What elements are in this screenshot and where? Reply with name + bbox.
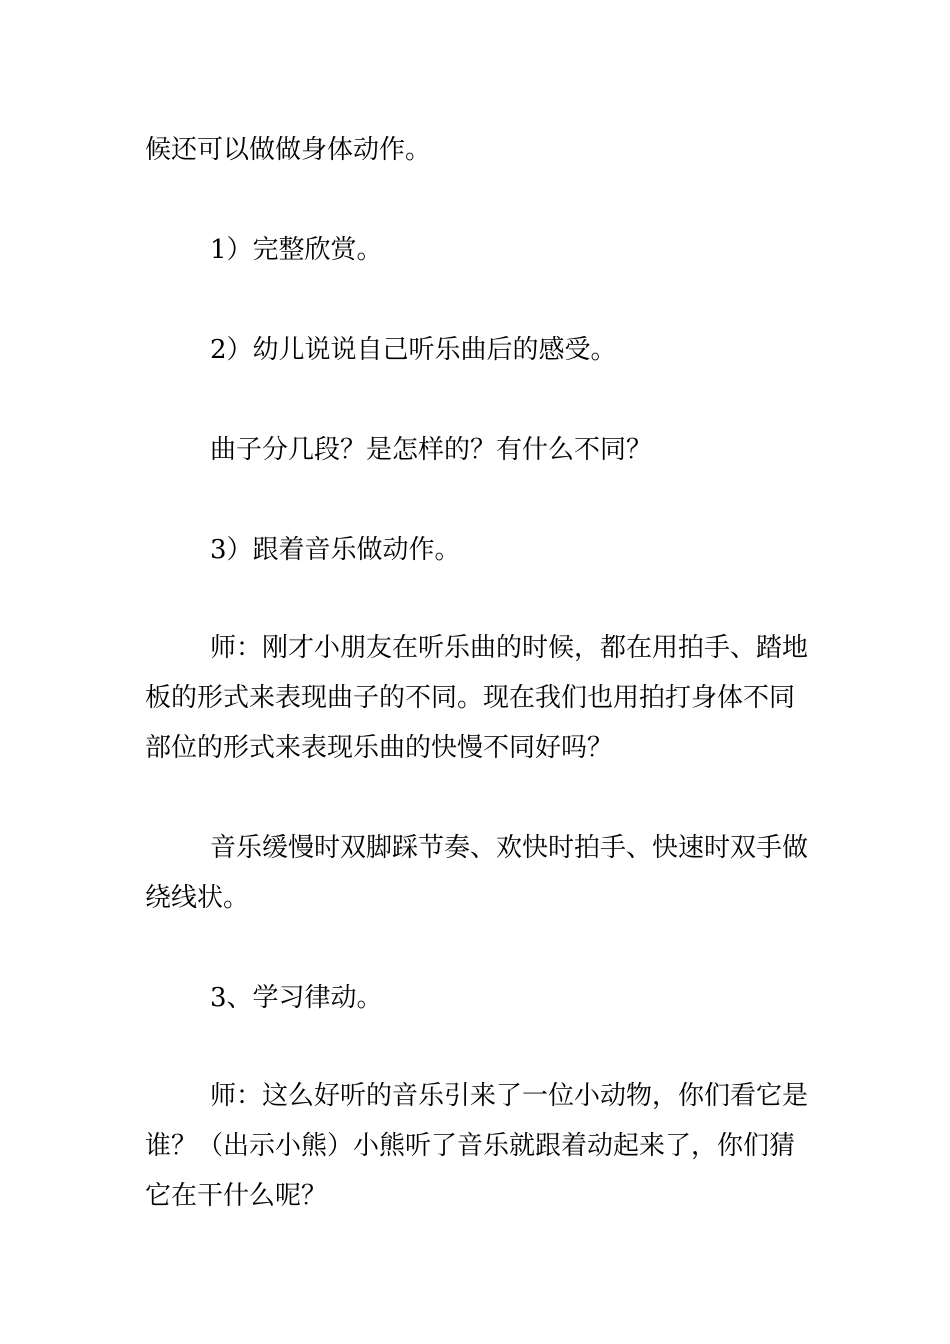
bear-paragraph-line-3: 它在干什么呢？	[145, 1181, 328, 1211]
section-heading: 3、学习律动。	[210, 983, 383, 1013]
bear-paragraph-line-2: 谁？（出示小熊）小熊听了音乐就跟着动起来了，你们猜	[145, 1131, 796, 1161]
teacher-paragraph-line-3: 部位的形式来表现乐曲的快慢不同好吗？	[145, 733, 614, 763]
list-item-1: 1）完整欣赏。	[210, 235, 383, 265]
text-line-continuation: 候还可以做做身体动作。	[145, 135, 432, 165]
teacher-paragraph-line-1: 师：刚才小朋友在听乐曲的时候，都在用拍手、踏地	[210, 633, 809, 663]
music-paragraph-line-2: 绕线状。	[145, 883, 250, 913]
list-item-2: 2）幼儿说说自己听乐曲后的感受。	[210, 335, 617, 365]
list-item-3: 3）跟着音乐做动作。	[210, 535, 461, 565]
music-paragraph-line-1: 音乐缓慢时双脚踩节奏、欢快时拍手、快速时双手做	[210, 833, 809, 863]
teacher-paragraph-line-2: 板的形式来表现曲子的不同。现在我们也用拍打身体不同	[145, 683, 796, 713]
question-paragraph: 曲子分几段？是怎样的？有什么不同？	[210, 435, 653, 465]
bear-paragraph-line-1: 师：这么好听的音乐引来了一位小动物，你们看它是	[210, 1081, 809, 1111]
